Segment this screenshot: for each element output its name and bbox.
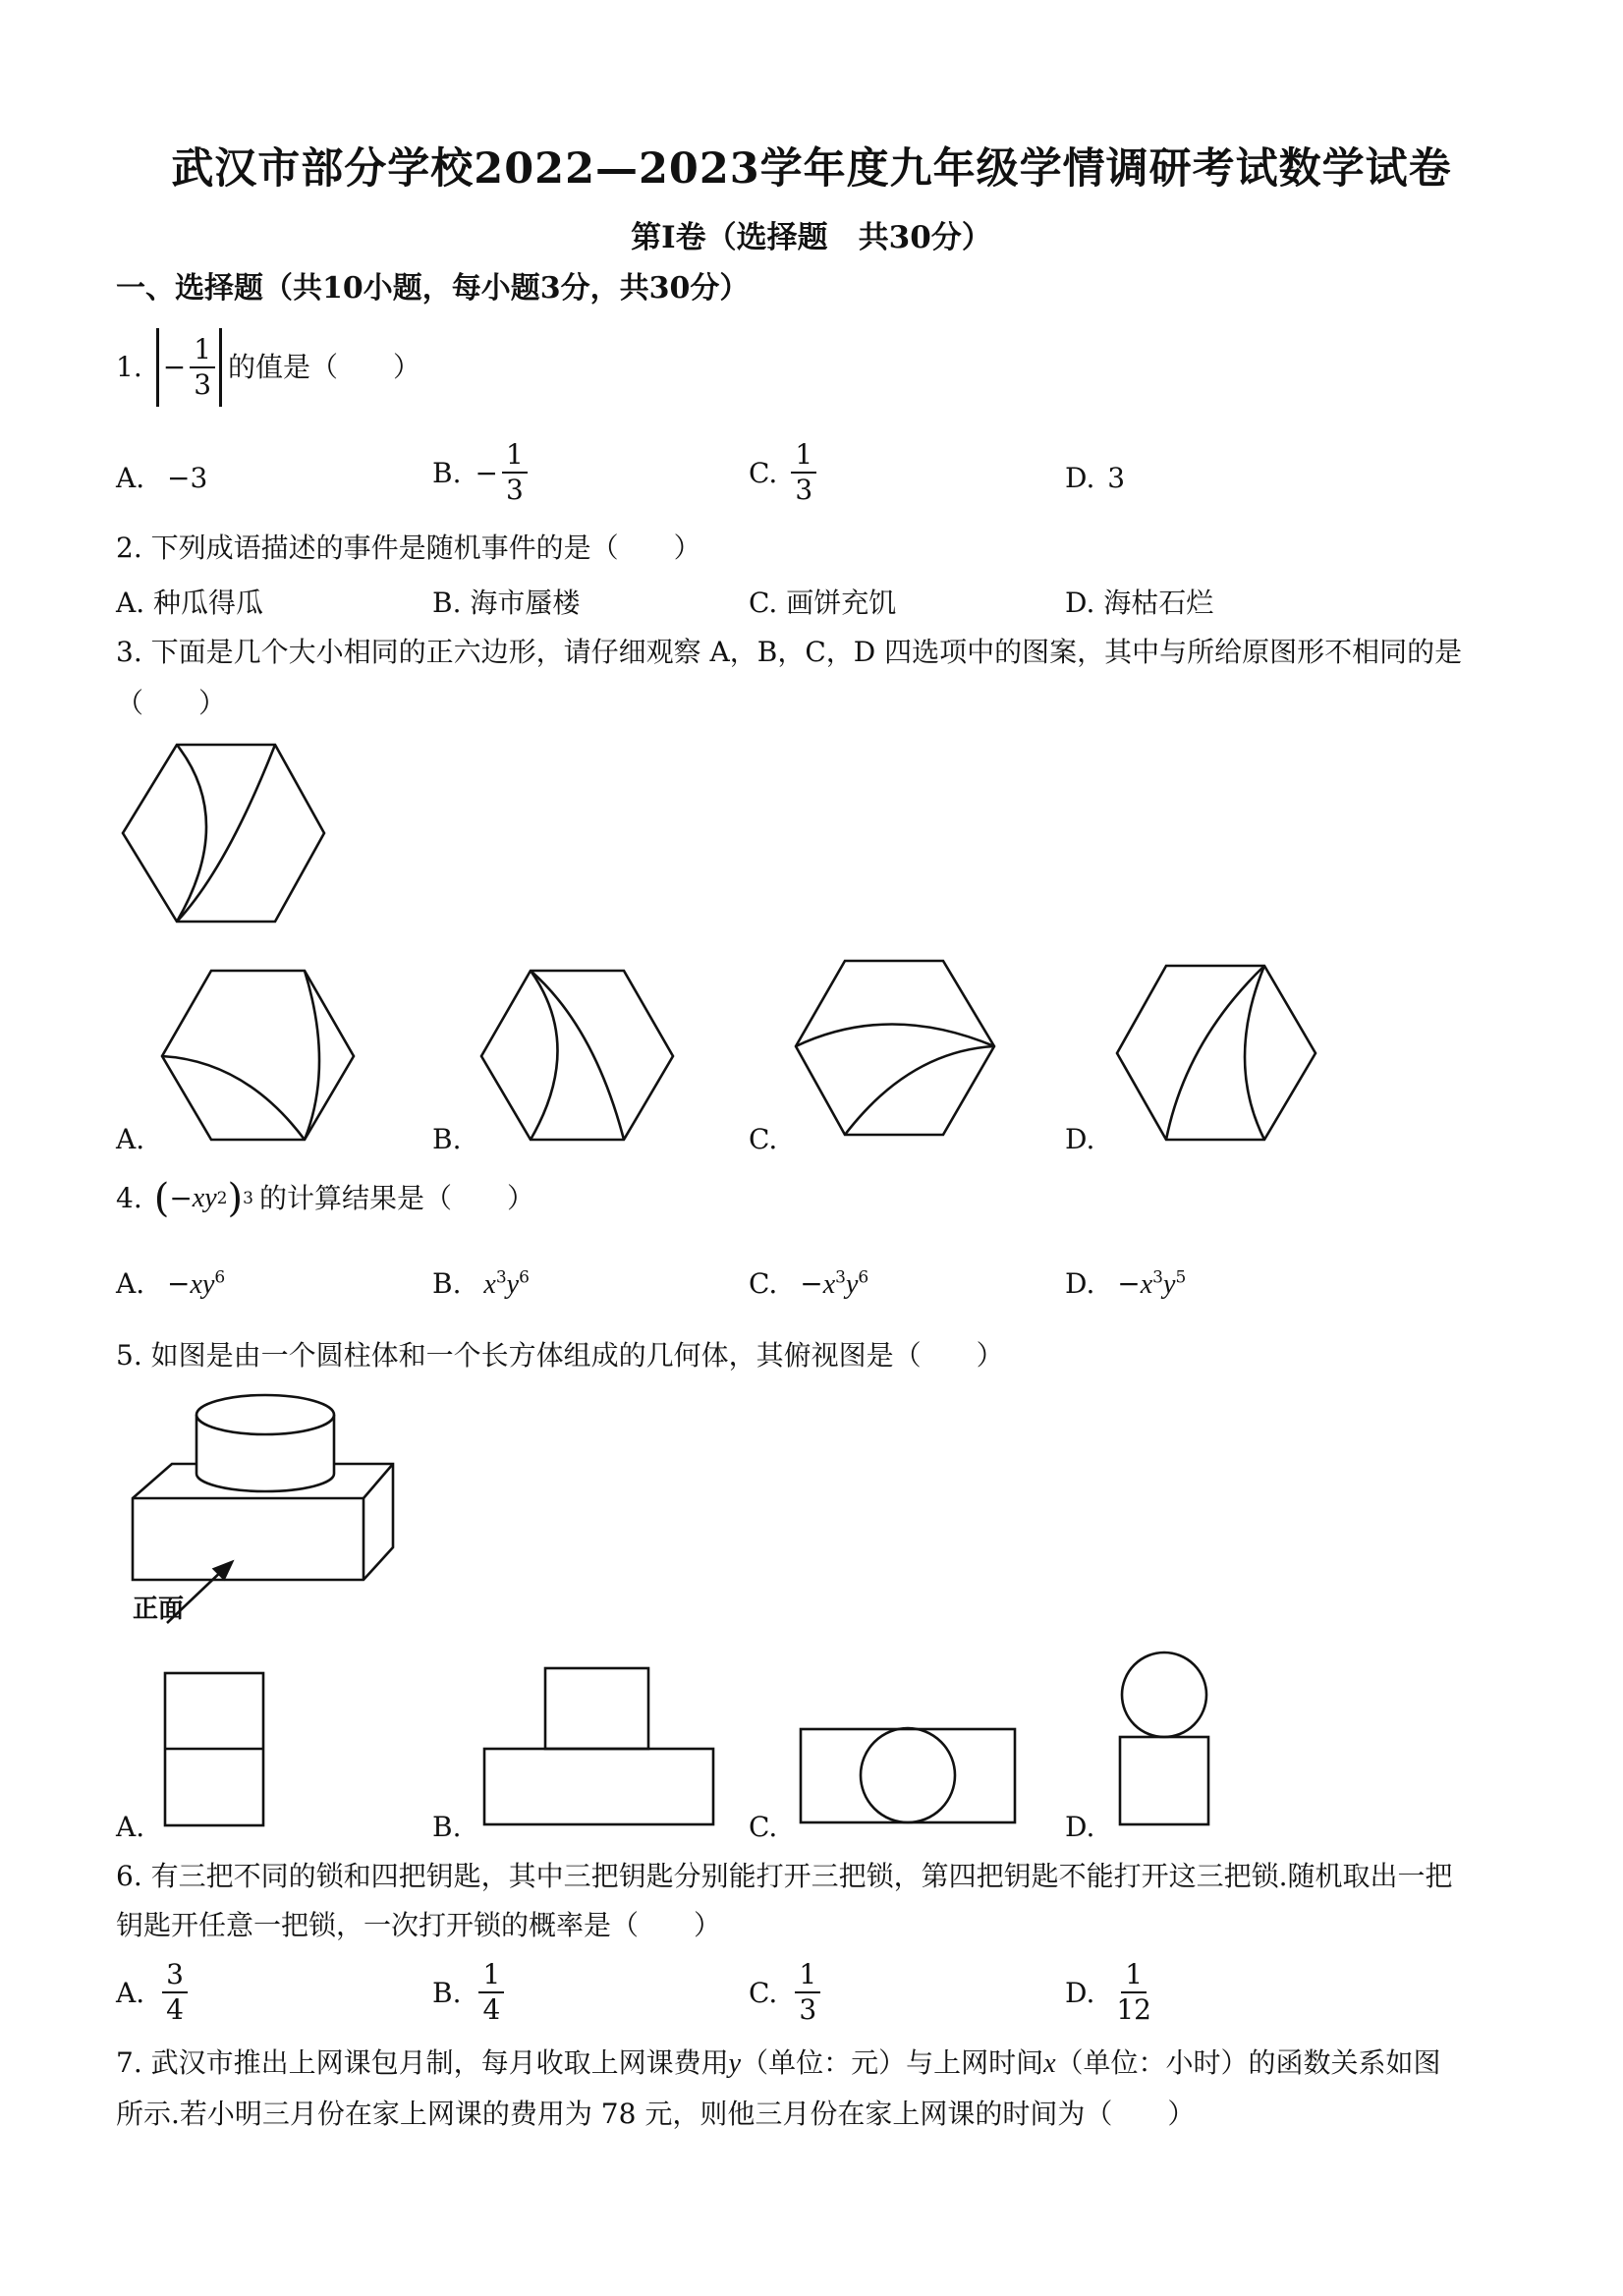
bottom-rect [484, 1749, 713, 1824]
q4-option-b-y: y [506, 1269, 520, 1300]
section-heading: 一、选择题（共10小题，每小题3分，共30分） [116, 271, 750, 306]
question-3-line-1: 3. 下面是几个大小相同的正六边形，请仔细观察 A，B，C，D 四选项中的图案，其中与所给原图形不相同的是 [116, 636, 1463, 668]
top-rect [545, 1668, 648, 1749]
bottom-square [1120, 1737, 1208, 1824]
q3-original-hexagon-figure [118, 742, 334, 928]
q4-option-c-minus: − [800, 1267, 823, 1300]
q5-option-a-figure [162, 1670, 270, 1827]
q4-exp-2: 2 [216, 1189, 228, 1208]
question-5: 5. 如图是由一个圆柱体和一个长方体组成的几何体，其俯视图是（ ） [116, 1339, 1004, 1372]
q6-option-c-den: 3 [799, 1993, 817, 2026]
q1-option-b-fraction [502, 440, 528, 505]
cylinder-top [196, 1395, 334, 1434]
q4-option-a-minus: − [167, 1267, 191, 1300]
hexagon-outline [162, 971, 354, 1140]
question-6-line-2: 钥匙开任意一把锁，一次打开锁的概率是（ ） [116, 1909, 722, 1941]
q4-minus: − [169, 1182, 193, 1214]
q3-option-d-label: D. [1065, 1123, 1095, 1155]
question-7-line-1 [116, 2044, 1441, 2084]
q6-option-a-fraction [162, 1960, 188, 2025]
q6-option-b [432, 1960, 508, 2025]
inner-arc [1166, 966, 1264, 1140]
question-1 [116, 328, 420, 407]
q1-option-d [1065, 462, 1125, 494]
q1-option-a [116, 462, 207, 494]
q1-option-c-den: 3 [795, 474, 813, 506]
q3-option-b-figure [476, 968, 683, 1145]
q4-option-a [116, 1267, 225, 1301]
q6-option-d [1065, 1960, 1159, 2025]
q1-stem: 的值是（ ） [228, 351, 421, 383]
q4-number: 4. [116, 1182, 142, 1214]
abs-bar-left [156, 328, 159, 407]
q4-option-d-exp-y: 5 [1175, 1267, 1187, 1288]
hexagon-outline [796, 961, 994, 1135]
inner-arc [305, 971, 319, 1140]
q1-option-c-fraction [791, 440, 816, 505]
q6-option-a-num: 3 [162, 1960, 188, 1993]
q4-option-c-exp-y: 6 [858, 1267, 869, 1288]
q3-option-a-figure [157, 968, 364, 1145]
q4-option-d-label: D. [1065, 1267, 1095, 1300]
q1-option-c-num: 1 [791, 440, 816, 474]
q6-option-b-num: 1 [478, 1960, 504, 1993]
q5-option-b-label: B. [432, 1811, 462, 1843]
q4-option-d-y: y [1163, 1269, 1176, 1300]
q2-option-b: B. 海市蜃楼 [432, 587, 581, 619]
q6-option-c-label: C. [749, 1976, 778, 2009]
q3-option-c-label: C. [749, 1123, 778, 1155]
q4-option-b-x: x [483, 1269, 496, 1300]
q5-option-b-figure [481, 1665, 717, 1827]
q4-option-c-x: x [822, 1269, 836, 1300]
inner-arc [177, 745, 206, 922]
q1-option-b-num: 1 [502, 440, 528, 474]
inner-arc [1245, 966, 1264, 1140]
q6-option-b-fraction [478, 1960, 504, 2025]
q1-minus: − [162, 351, 187, 383]
q2-option-c: C. 画饼充饥 [749, 587, 897, 619]
q1-option-c [749, 440, 820, 505]
abs-bar-right [219, 328, 222, 407]
q1-option-b [432, 440, 532, 505]
question-6-line-1: 6. 有三把不同的锁和四把钥匙，其中三把钥匙分别能打开三把锁，第四把钥匙不能打开这三把锁.随机取出一把 [116, 1860, 1453, 1892]
q1-fraction [190, 335, 215, 400]
q4-option-b-exp-x: 3 [495, 1267, 507, 1288]
q6-option-d-label: D. [1065, 1976, 1095, 2009]
q4-option-d-exp-x: 3 [1152, 1267, 1163, 1288]
q1-frac-den: 3 [194, 368, 212, 401]
q6-option-c-num: 1 [795, 1960, 820, 1993]
q5-option-d-label: D. [1065, 1811, 1095, 1843]
q3-option-d-figure [1112, 963, 1323, 1145]
q4-stem: 的计算结果是（ ） [258, 1182, 534, 1214]
q7-var-x: x [1043, 2048, 1056, 2079]
q1-option-a-label: A. [116, 462, 145, 494]
q4-option-a-y: y [201, 1269, 215, 1300]
q3-option-b-label: B. [432, 1123, 462, 1155]
q4-option-d [1065, 1267, 1186, 1301]
inner-arc [796, 1025, 994, 1047]
q6-option-a [116, 1960, 192, 2025]
q2-option-a: A. 种瓜得瓜 [116, 587, 264, 619]
q1-option-d-label: D. [1065, 462, 1095, 494]
q1-number: 1. [116, 351, 142, 383]
q4-option-a-label: A. [116, 1267, 145, 1300]
q4-exp-3: 3 [243, 1189, 253, 1208]
q4-paren-open: ( [153, 1176, 170, 1221]
q4-option-b-exp-y: 6 [519, 1267, 530, 1288]
q1-option-c-label: C. [749, 456, 778, 489]
q5-option-c-label: C. [749, 1811, 778, 1843]
q1-option-b-sign: − [475, 456, 498, 489]
exam-title: 武汉市部分学校2022—2023学年度九年级学情调研考试数学试卷 [171, 144, 1452, 194]
q6-option-d-den: 12 [1116, 1993, 1151, 2026]
question-7-line-2: 所示.若小明三月份在家上网课的费用为 78 元，则他三月份在家上网课的时间为（ ） [116, 2098, 1196, 2130]
q5-solid-figure [128, 1390, 403, 1596]
q7-text-c: （单位：小时）的函数关系如图 [1055, 2046, 1441, 2079]
q5-option-a-label: A. [116, 1811, 145, 1843]
hexagon-outline [1117, 966, 1315, 1140]
q4-option-b-label: B. [432, 1267, 462, 1300]
top-circle [1122, 1652, 1206, 1737]
q5-option-c-figure [798, 1724, 1019, 1827]
q6-option-d-fraction [1112, 1960, 1155, 2025]
q6-option-d-num: 1 [1121, 1960, 1147, 1993]
q5-option-d-figure [1115, 1651, 1213, 1827]
hexagon-outline [481, 971, 673, 1140]
inner-arc [531, 971, 558, 1140]
q4-option-a-x: x [190, 1269, 202, 1300]
q7-text-b: （单位：元）与上网时间 [741, 2046, 1044, 2079]
q1-option-b-den: 3 [505, 474, 524, 506]
q4-option-c-y: y [845, 1269, 859, 1300]
q1-option-d-text: 3 [1107, 462, 1126, 494]
cuboid-edge [364, 1464, 393, 1498]
cuboid-top-rect [801, 1729, 1015, 1822]
cylinder-top-circle [861, 1728, 955, 1822]
q6-option-a-den: 4 [166, 1993, 184, 2026]
q6-option-a-label: A. [116, 1976, 145, 2009]
q7-text-a: 7. 武汉市推出上网课包月制，每月收取上网课费用 [116, 2046, 729, 2079]
q4-option-a-exp: 6 [214, 1267, 226, 1288]
q1-option-b-label: B. [432, 456, 462, 489]
q4-option-b [432, 1267, 530, 1301]
q3-option-c-figure [791, 958, 1002, 1145]
q3-option-a-label: A. [116, 1123, 145, 1155]
q6-option-b-den: 4 [482, 1993, 501, 2026]
q4-var-x: x [192, 1183, 205, 1213]
q6-option-c [749, 1960, 824, 2025]
inner-arc [162, 1056, 305, 1140]
q4-option-c-label: C. [749, 1267, 778, 1300]
q4-option-c-exp-x: 3 [835, 1267, 846, 1288]
q7-var-y: y [728, 2048, 742, 2079]
q1-frac-num: 1 [190, 335, 215, 368]
q4-option-d-minus: − [1117, 1267, 1141, 1300]
q6-option-b-label: B. [432, 1976, 462, 2009]
q2-option-d: D. 海枯石烂 [1065, 587, 1214, 619]
hexagon-outline [123, 745, 324, 922]
q4-option-d-x: x [1140, 1269, 1153, 1300]
q4-var-y: y [204, 1183, 217, 1213]
q1-option-a-text: −3 [167, 462, 208, 494]
q4-paren-close: ) [227, 1176, 244, 1221]
question-4 [116, 1176, 534, 1221]
question-2: 2. 下列成语描述的事件是随机事件的是（ ） [116, 532, 701, 564]
q4-option-c [749, 1267, 868, 1301]
question-3-line-2: （ ） [116, 687, 227, 719]
q6-option-c-fraction [795, 1960, 820, 2025]
inner-arc [845, 1046, 994, 1135]
front-view-label: 正面 [133, 1595, 185, 1624]
paper-subtitle: 第Ⅰ卷（选择题 共30分） [631, 220, 992, 255]
